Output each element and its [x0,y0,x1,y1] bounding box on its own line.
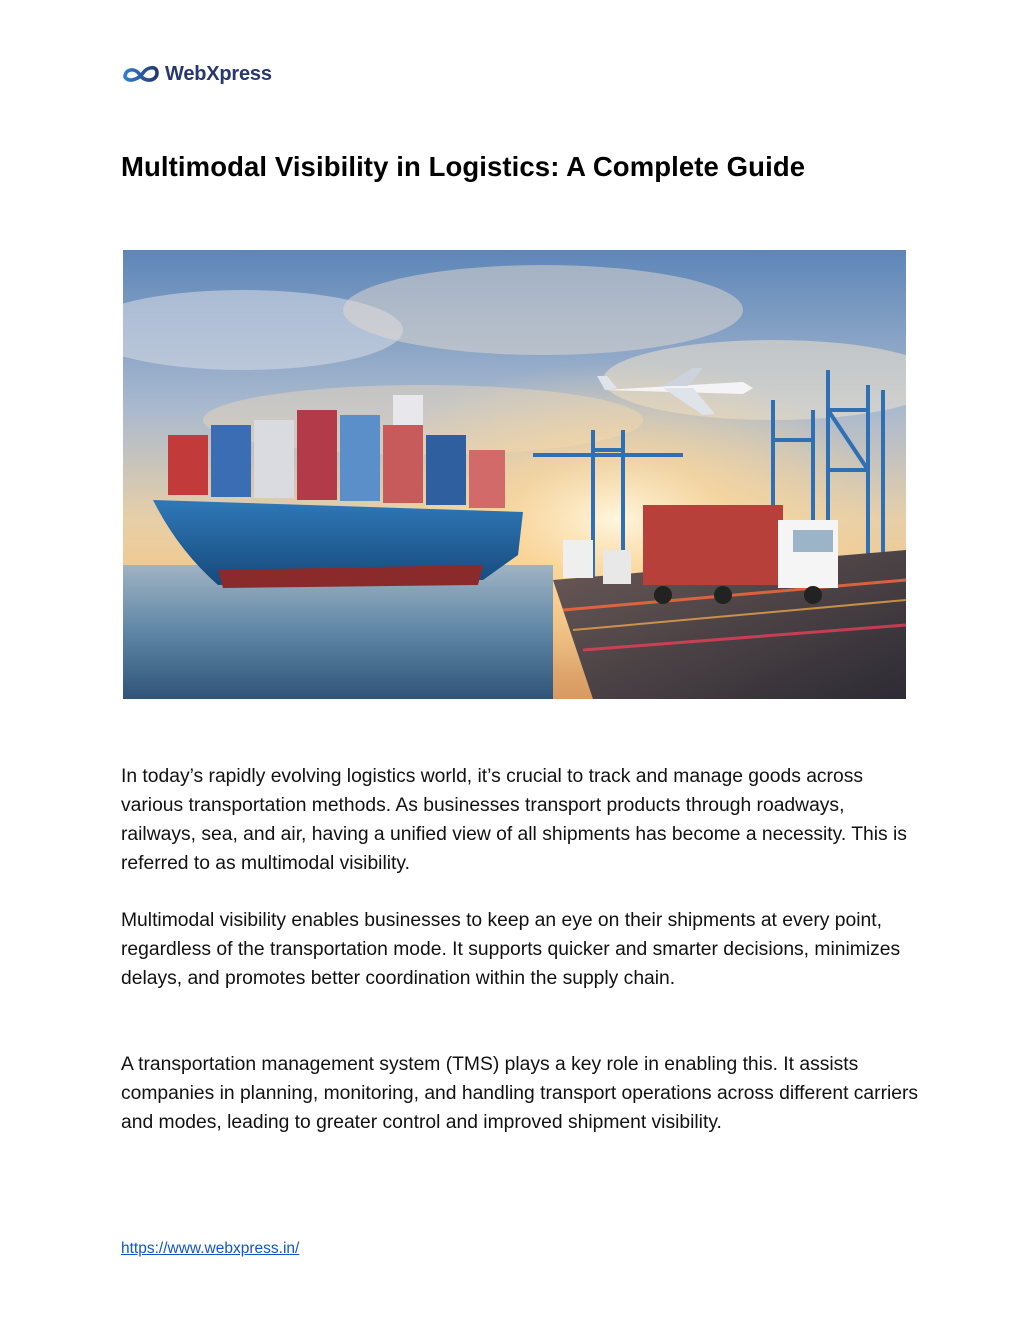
body-paragraph: Multimodal visibility enables businesses to keep an eye on their shipments at every point, regardless of the transportation mode. It supports quicker and smarter decisions, minimizes delays, and promotes better coordination within the supply chain. [121,910,901,989]
hero-image [123,250,906,699]
infinity-loop-logo-icon [121,59,163,89]
article-title: Multimodal Visibility in Logistics: A Complete Guide [121,151,806,182]
body-paragraph: A transportation management system (TMS) plays a key role in enabling this. It assists companies in planning, monitoring, and handling transport operations across different carriers and modes, leading to greater control and improved shipment visibility. [121,1054,919,1133]
website-link[interactable]: https://www.webxpress.in/ [121,1240,300,1257]
intro-paragraph: In today’s rapidly evolving logistics world, it’s crucial to track and manage goods across various transportation methods. As businesses transport products through roadways, railways, sea, and air, having a unified view of all shipments has become a necessity. This is referred to as multimodal visibility. [121,766,907,874]
brand-logo[interactable] [121,58,272,90]
brand-name: WebXpress [165,62,272,85]
